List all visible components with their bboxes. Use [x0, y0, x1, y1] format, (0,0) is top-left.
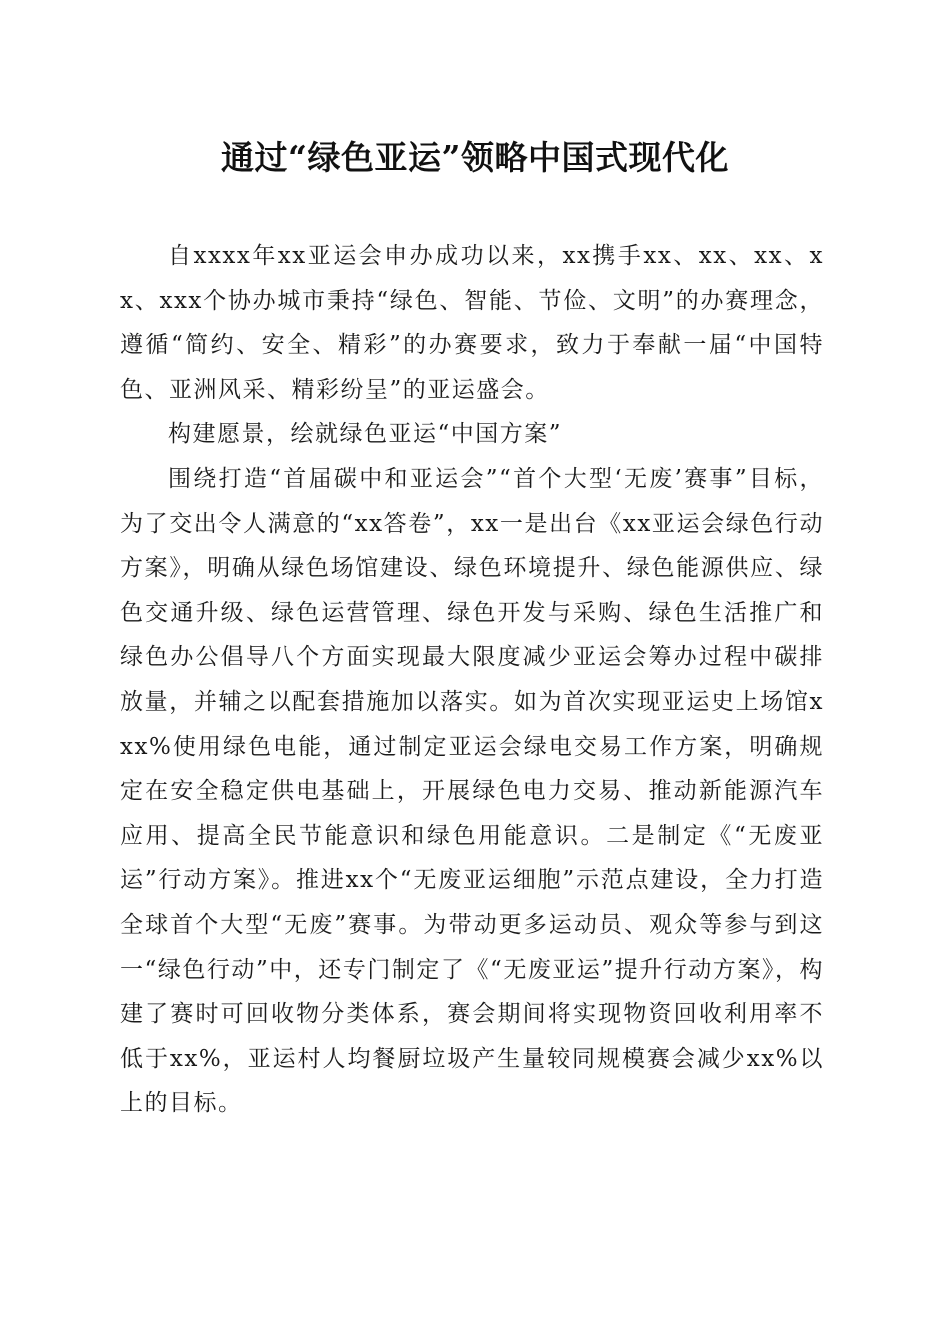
paragraph-intro: 自xxxx年xx亚运会申办成功以来，xx携手xx、xx、xx、xx、xxx个协办城市秉持“绿色、智能、节俭、文明”的办赛理念，遵循“简约、安全、精彩”的办赛要求，致力于奉献一届“中国特色、亚洲风采、精彩纷呈”的亚运盛会。 [120, 243, 824, 403]
document-title: 通过“绿色亚运”领略中国式现代化 [221, 138, 729, 177]
paragraph-main: 围绕打造“首届碳中和亚运会”“首个大型‘无废’赛事”目标，为了交出令人满意的“xx答卷”，xx一是出台《xx亚运会绿色行动方案》，明确从绿色场馆建设、绿色环境提升、绿色能源供应、绿色交通升级、绿色运营管理、绿色开发与采购、绿色生活推广和绿色办公倡导八个方面实现最大限度减少亚运会筹办过程中碳排放量，并辅之以配套措施加以落实。如为首次实现亚运史上场馆xxx%使用绿色电能，通过制定亚运会绿电交易工作方案，明确规定在安全稳定供电基础上，开展绿色电力交易、推动新能源汽车应用、提高全民节能意识和绿色用能意识。二是制定《“无废亚运”行动方案》。推进xx个“无废亚运细胞”示范点建设，全力打造全球首个大型“无废”赛事。为带动更多运动员、观众等参与到这一“绿色行动”中，还专门制定了《“无废亚运”提升行动方案》，构建了赛时可回收物分类体系，赛会期间将实现物资回收利用率不低于xx%，亚运村人均餐厨垃圾产生量较同规模赛会减少xx%以上的目标。 [120, 465, 824, 1117]
document-body [120, 234, 824, 1126]
section-heading: 构建愿景，绘就绿色亚运“中国方案” [168, 421, 563, 448]
